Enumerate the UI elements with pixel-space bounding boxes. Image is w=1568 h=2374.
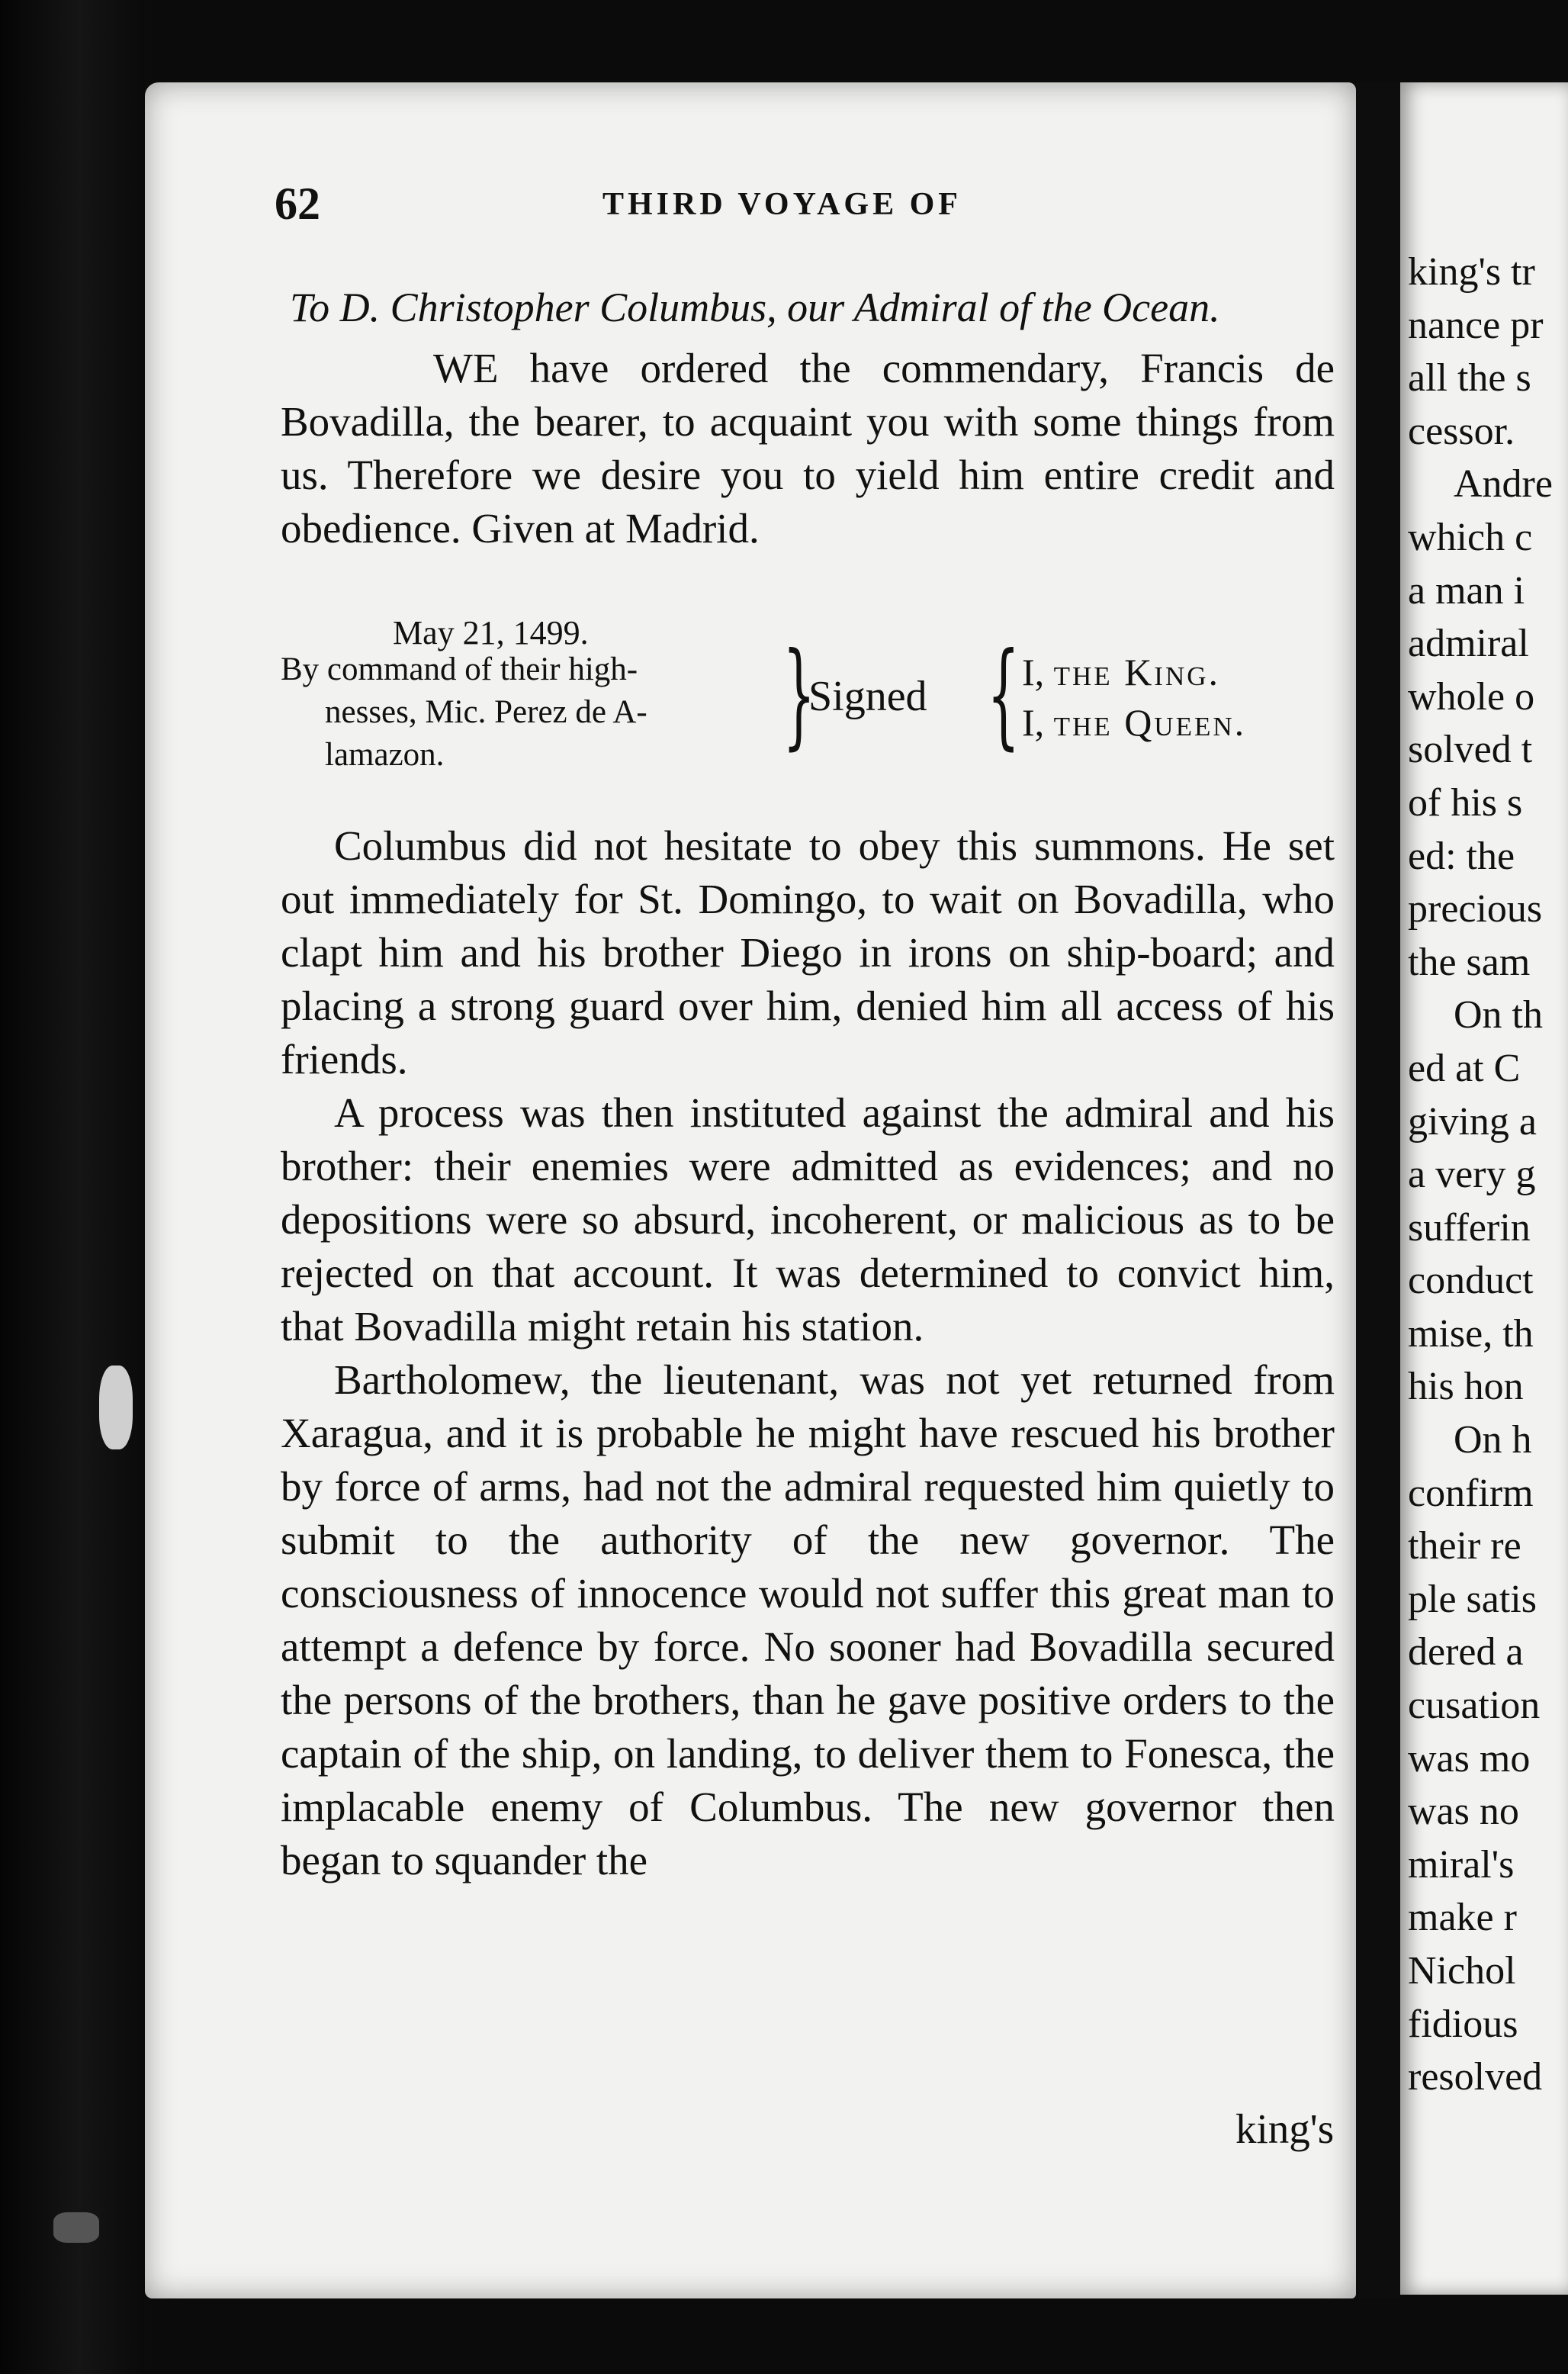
facing-page-line: a man i: [1408, 568, 1525, 613]
facing-page-line: their re: [1408, 1524, 1521, 1568]
opening-brace: {: [987, 629, 1020, 761]
signatory-king: [1022, 647, 1342, 697]
facing-page-line: king's tr: [1408, 250, 1535, 294]
facing-page-line: resolved: [1408, 2055, 1543, 2099]
signatory-title: the King.: [1053, 651, 1221, 693]
letter-body: [281, 342, 1335, 555]
facing-page-line: giving a: [1408, 1099, 1537, 1144]
facing-page-line: mise, th: [1408, 1311, 1534, 1356]
facing-page-line: which c: [1408, 515, 1533, 559]
facing-page-line: sufferin: [1408, 1205, 1531, 1250]
facing-page-line: nance pr: [1408, 303, 1544, 347]
letter-salutation: To D. Christopher Columbus, our Admiral of the Ocean.: [290, 285, 1220, 330]
scan-speck: [53, 2212, 99, 2243]
facing-page-line: make r: [1408, 1896, 1517, 1940]
command-line: lamazon.: [325, 737, 445, 773]
facing-page-line: the sam: [1408, 940, 1531, 984]
facing-page-line: solved t: [1408, 728, 1533, 772]
facing-page-line: a very g: [1408, 1153, 1536, 1197]
page-number: 62: [275, 179, 320, 229]
signed-label: Signed: [808, 673, 927, 720]
facing-page-line: precious: [1408, 887, 1543, 931]
signatory-title: the Queen.: [1053, 701, 1247, 744]
facing-page-line: dered a: [1408, 1630, 1524, 1674]
facing-page-line: was no: [1408, 1790, 1519, 1834]
scan-speck: [99, 1366, 133, 1449]
facing-page-line: miral's: [1408, 1842, 1515, 1887]
facing-page-line: On h: [1454, 1418, 1532, 1462]
narrative-paragraph: Bartholomew, the lieutenant, was not yet returned from Xaragua, and it is probable he might have rescued his brother by force of arms, had not the admiral requested him quietly to submit to the authority of the new governor. The consciousness of innocence would not suffer this great man to attempt a defence by force. No sooner had Bovadilla secured the persons of the brothers, than he gave positive orders to the captain of the ship, on landing, to deliver them to Fonesca, the implacable enemy of Columbus. The new governor then began to squander the: [281, 1356, 1335, 1883]
running-title: THIRD VOYAGE OF: [602, 187, 962, 222]
facing-page-line: conduct: [1408, 1259, 1534, 1303]
running-head: [275, 177, 1342, 230]
facing-page-line: ple satis: [1408, 1577, 1537, 1621]
command-attribution: [281, 648, 769, 777]
letter-date: May 21, 1499.: [393, 614, 589, 651]
signatory-prefix: I,: [1022, 651, 1054, 693]
facing-page-line: whole o: [1408, 674, 1535, 719]
facing-page-line: ed at C: [1408, 1046, 1521, 1090]
facing-page-line: was mo: [1408, 1736, 1531, 1780]
signatory-queen: [1022, 697, 1342, 748]
facing-page-line: admiral: [1408, 622, 1529, 666]
facing-page-line: Nichol: [1408, 1949, 1516, 1993]
signatories: [1022, 647, 1342, 748]
scan-background-left: [0, 0, 145, 2374]
facing-page-line: cusation: [1408, 1684, 1541, 1728]
book-gutter: [1356, 82, 1400, 2298]
signatory-prefix: I,: [1022, 701, 1054, 744]
letter-paragraph: WE have ordered the commendary, Francis de Bovadilla, the bearer, to acquaint you with some things from us. Therefore we desire you to yield him entire credit and obedience. Given at Madrid.: [281, 345, 1335, 552]
facing-page-line: all the s: [1408, 356, 1531, 400]
facing-page-line: Andre: [1454, 462, 1553, 507]
facing-page-text: [1408, 246, 1568, 2104]
narrative-paragraph: Columbus did not hesitate to obey this summons. He set out immediately for St. Domingo, to wait on Bovadilla, who clapt him and his brother Diego in irons on ship-board; and placing a strong guard over him, denied him all access of his friends.: [281, 822, 1335, 1082]
facing-page-line: cessor.: [1408, 409, 1515, 453]
catchword: king's: [1235, 2105, 1335, 2152]
command-line: By command of their high-: [281, 651, 638, 687]
command-line: nesses, Mic. Perez de A-: [325, 694, 647, 730]
narrative-paragraph: A process was then instituted against the admiral and his brother: their enemies were admitted as evidences; and no depositions were so absurd, incoherent, or malicious as to be rejected on that account. It was determined to convict him, that Bovadilla might retain his station.: [281, 1089, 1335, 1349]
facing-page-line: fidious: [1408, 2002, 1518, 2046]
facing-page-line: On th: [1454, 993, 1543, 1037]
narrative-text: [281, 819, 1335, 1887]
facing-page-line: of his s: [1408, 780, 1523, 825]
facing-page-line: ed: the: [1408, 834, 1515, 878]
closing-brace: }: [782, 629, 816, 761]
facing-page-line: confirm: [1408, 1471, 1534, 1515]
facing-page-line: his hon: [1408, 1365, 1524, 1409]
